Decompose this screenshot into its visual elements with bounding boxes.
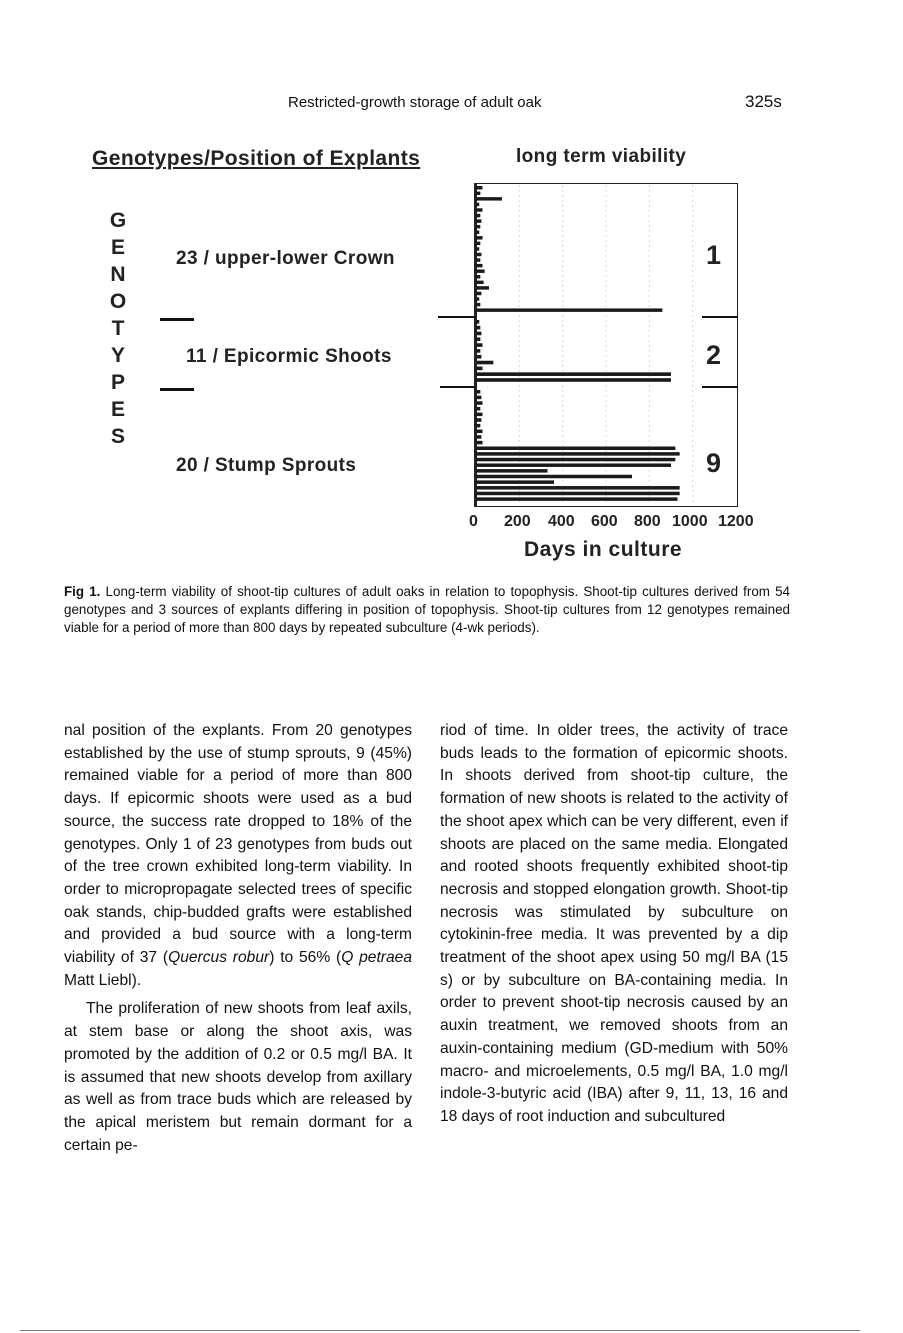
vertical-letter: P	[110, 371, 125, 394]
caption-label: Fig 1.	[64, 584, 101, 599]
viability-bar	[476, 236, 483, 239]
text-run: ) to 56% (	[269, 949, 342, 967]
text-run: nal position of the explants. From 20 genotypes established by the use of stump sprouts, 9 (45%) remained viable for a period of more than 800 days. If epicormic shoots were used as a bud source, the success rate dropped to 18% of the genotypes. Only 1 of 23 genotypes from buds out of the tree crown exhibited long-term viability. In order to micropropagate selected trees of specific oak stands, chip-budded grafts were established and provided a bud source with a long-term viability of 37 (	[64, 722, 412, 967]
viability-bar	[476, 192, 480, 195]
group-count: 9	[706, 448, 722, 478]
vertical-letter: Y	[110, 344, 125, 367]
viability-bar	[476, 452, 680, 456]
viability-chart	[0, 0, 903, 560]
text-run: Matt Liebl).	[64, 971, 142, 989]
figure-caption	[64, 583, 790, 637]
viability-bar	[476, 497, 678, 501]
figure-right-heading: long term viability	[516, 146, 687, 167]
viability-bar	[476, 219, 481, 222]
group-label-stump: 20 / Stump Sprouts	[176, 455, 357, 476]
viability-bar	[476, 435, 481, 439]
paragraph: riod of time. In older trees, the activity of trace buds leads to the formation of epicormic shoots. In shoots derived from shoot-tip culture, the formation of new shoots is related to the activity of the shoot apex which can be very different, even if shoots are placed on the same media. Elongated and rooted shoots frequently exhibited shoot-tip necrosis and stopped elongation growth. Shoot-tip necrosis was stimulated by subculture on cytokinin-free media. It was prevented by a dip treatment of the shoot apex using 50 mg/l BA (15 s) or by subculture on BA-containing media. In order to prevent shoot-tip necrosis caused by an auxin treatment, we removed shoots from an auxin-containing medium (GD-medium with 50% macro- and microelements, 0.5 mg/l BA, 1.0 mg/l indole-3-butyric acid (IBA) after 9, 11, 13, 16 and 18 days of root induction and subcultured	[440, 722, 788, 1125]
viability-bar	[476, 475, 632, 479]
viability-bar	[476, 225, 480, 228]
species-name: Quercus robur	[168, 949, 270, 967]
viability-bar	[476, 297, 479, 300]
group-label-epicormic: 11 / Epicormic Shoots	[186, 346, 392, 367]
caption-text: Long-term viability of shoot-tip cultures of adult oaks in relation to topophysis. Shoot-tip cultures derived from 54 genotypes and 3 sources of explants differing in position of topophysis. Shoot-tip cultures from 12 genotypes remained viable for a period of more than 800 days by repeated subculture (4-wk periods).	[64, 584, 790, 635]
group-count: 1	[706, 240, 722, 270]
viability-bar	[476, 458, 675, 462]
viability-bar	[476, 413, 483, 417]
x-tick-label: 0	[469, 513, 478, 530]
viability-bar	[476, 424, 480, 428]
x-tick-label: 800	[634, 513, 661, 530]
viability-bar	[476, 396, 481, 400]
viability-bar	[476, 231, 479, 234]
viability-bar	[476, 292, 481, 295]
viability-bar	[476, 320, 479, 324]
viability-bar	[476, 258, 480, 261]
viability-bar	[476, 390, 480, 394]
viability-bar	[476, 303, 480, 306]
bottom-rule	[20, 1330, 860, 1331]
viability-bar	[476, 349, 480, 353]
page-number: 325s	[745, 92, 782, 111]
body-column-left	[64, 720, 412, 1157]
viability-bar	[476, 281, 484, 284]
x-tick-label: 1000	[672, 513, 708, 530]
viability-bar	[476, 367, 483, 371]
viability-bar	[476, 401, 483, 405]
species-name: Q petraea	[341, 949, 412, 967]
group-count: 2	[706, 340, 722, 370]
viability-bar	[476, 407, 480, 411]
viability-bar	[476, 208, 483, 211]
vertical-letter: E	[110, 398, 125, 421]
vertical-letter: G	[109, 209, 127, 232]
paragraph: The proliferation of new shoots from leaf axils, at stem base or along the shoot axis, was promoted by the addition of 0.2 or 0.5 mg/l BA. It is assumed that new shoots develop from axillary as well as from trace buds which are released by the apical meristem but remain dormant for a certain pe-	[64, 1000, 412, 1154]
viability-bar	[476, 372, 671, 376]
x-tick-label: 600	[591, 513, 618, 530]
viability-bar	[476, 480, 554, 484]
vertical-letter: N	[110, 263, 126, 286]
bar-layer	[476, 185, 693, 505]
x-tick-label: 200	[504, 513, 531, 530]
viability-bar	[476, 469, 548, 473]
viability-bar	[476, 447, 675, 451]
vertical-letter: E	[110, 236, 125, 259]
x-tick-label: 1200	[718, 513, 754, 530]
viability-bar	[476, 355, 481, 359]
viability-bar	[476, 247, 479, 250]
viability-bar	[476, 203, 479, 206]
viability-bar	[476, 332, 481, 336]
figure-left-heading: Genotypes/Position of Explants	[92, 147, 421, 170]
viability-bar	[476, 275, 480, 278]
viability-bar	[476, 430, 483, 434]
viability-bar	[476, 418, 481, 422]
viability-bar	[476, 337, 480, 341]
viability-bar	[476, 463, 671, 467]
viability-bar	[476, 486, 680, 490]
viability-bar	[476, 253, 481, 256]
group-separator-right	[702, 316, 738, 318]
viability-bar	[476, 242, 480, 245]
viability-bar	[476, 269, 485, 272]
vertical-letter: O	[109, 290, 127, 313]
viability-bar	[476, 197, 502, 200]
viability-bar	[476, 264, 483, 267]
x-axis-title: Days in culture	[524, 538, 683, 561]
vertical-letter: S	[110, 425, 125, 448]
vertical-letter: T	[111, 317, 125, 340]
running-title: Restricted-growth storage of adult oak	[288, 94, 542, 111]
viability-bar	[476, 308, 662, 311]
x-tick-label: 400	[548, 513, 575, 530]
paragraph	[64, 720, 412, 992]
viability-bar	[476, 492, 680, 496]
viability-bar	[476, 326, 480, 330]
body-column-right	[440, 720, 788, 1129]
viability-bar	[476, 361, 493, 365]
group-separator-right	[702, 386, 738, 388]
viability-bar	[476, 441, 483, 445]
viability-bar	[476, 186, 483, 189]
viability-bar	[476, 286, 489, 289]
viability-bar	[476, 214, 480, 217]
viability-bar	[476, 378, 671, 382]
viability-bar	[476, 343, 483, 347]
group-label-crown: 23 / upper-lower Crown	[176, 248, 395, 269]
